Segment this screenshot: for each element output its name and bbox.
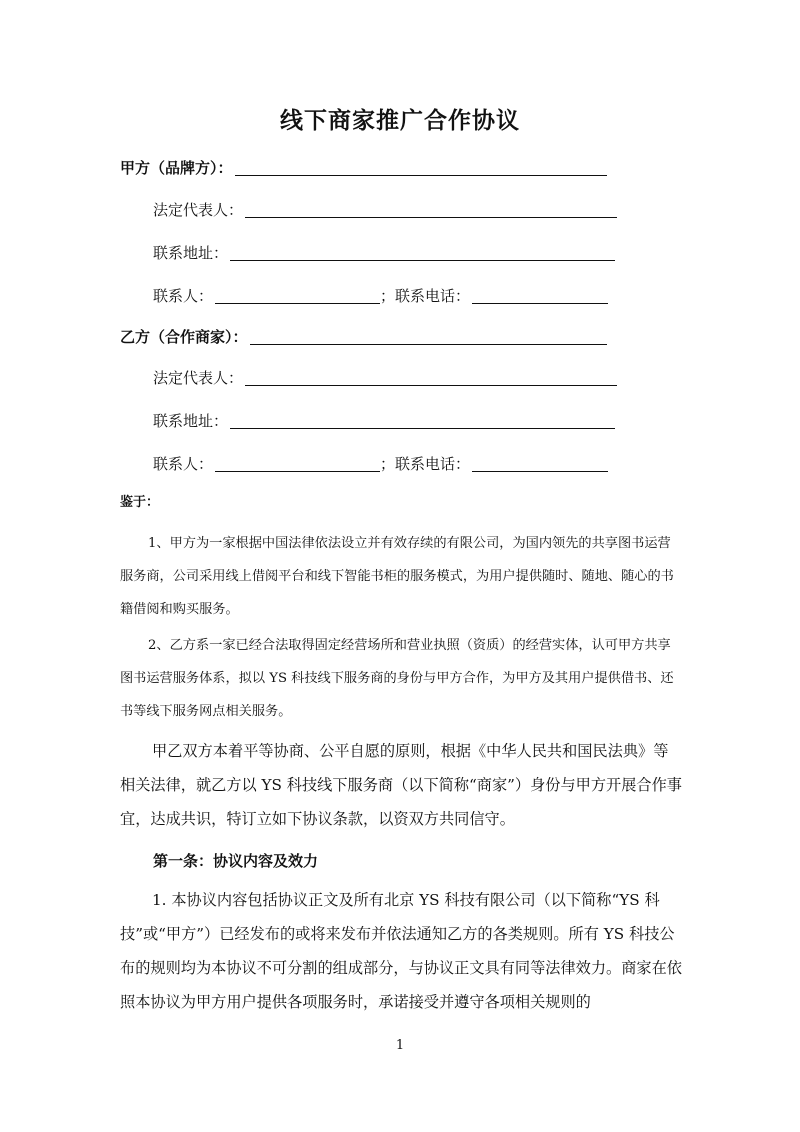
whereas-heading: 鉴于： [120, 495, 160, 510]
party-b-legal-rep-label: 法定代表人： [153, 369, 244, 387]
party-b-address-field [153, 405, 615, 431]
party-a-address-label: 联系地址： [153, 244, 229, 262]
party-a-contact-field [153, 280, 608, 306]
party-a-field [120, 152, 607, 178]
party-b-address-blank[interactable] [230, 410, 615, 429]
document-title: 线下商家推广合作协议 [280, 108, 520, 134]
party-b-contact-label: 联系人： [153, 455, 214, 473]
party-b-legal-rep-field [153, 362, 617, 388]
party-b-phone-label: ；联系电话： [380, 455, 471, 473]
party-b-contact-blank[interactable] [215, 453, 380, 472]
party-b-field [120, 321, 607, 347]
party-a-legal-rep-blank[interactable] [245, 199, 617, 218]
whereas-item-2: 2、乙方系一家已经合法取得固定经营场所和营业执照（资质）的经营实体，认可甲方共享图书运营服务体系，拟以 YS 科技线下服务商的身份与甲方合作，为甲方及其用户提供借书、还书等线下服务网点相关服务。 [120, 638, 674, 719]
party-a-legal-rep-field [153, 194, 617, 220]
article-1-heading: 第一条：协议内容及效力 [153, 852, 319, 870]
whereas-item-1: 1、甲方为一家根据中国法律依法设立并有效存续的有限公司，为国内领先的共享图书运营服务商，公司采用线上借阅平台和线下智能书柜的服务模式，为用户提供随时、随地、随心的书籍借阅和购买服务。 [120, 536, 674, 617]
party-a-contact-blank[interactable] [215, 285, 380, 304]
party-b-blank[interactable] [250, 326, 607, 345]
party-a-address-blank[interactable] [230, 242, 615, 261]
party-a-blank[interactable] [235, 157, 607, 176]
page-number: 1 [395, 1038, 405, 1053]
party-a-address-field [153, 237, 615, 263]
party-b-address-label: 联系地址： [153, 412, 229, 430]
party-a-contact-label: 联系人： [153, 287, 214, 305]
party-b-label: 乙方（合作商家）： [120, 328, 248, 346]
party-b-phone-blank[interactable] [472, 453, 608, 472]
party-a-label: 甲方（品牌方）： [120, 159, 233, 177]
party-b-legal-rep-blank[interactable] [245, 367, 617, 386]
party-a-legal-rep-label: 法定代表人： [153, 201, 244, 219]
article-1-paragraph-1: 1. 本协议内容包括协议正文及所有北京 YS 科技有限公司（以下简称“YS 科技”或“甲方”）已经发布的或将来发布并依法通知乙方的各类规则。所有 YS 科技公布的规则均为本协议不可分割的组成部分，与协议正文具有同等法律效力。商家在依照本协议为甲方用户提供各项服务时，承诺接受并遵守各项相关规则的 [120, 891, 682, 1011]
party-a-phone-blank[interactable] [472, 285, 608, 304]
party-b-contact-field [153, 448, 608, 474]
preamble-paragraph: 甲乙双方本着平等协商、公平自愿的原则，根据《中华人民共和国民法典》等相关法律，就乙方以 YS 科技线下服务商（以下简称“商家”）身份与甲方开展合作事宜，达成共识，特订立如下协议条款，以资双方共同信守。 [120, 742, 682, 828]
party-a-phone-label: ；联系电话： [380, 287, 471, 305]
